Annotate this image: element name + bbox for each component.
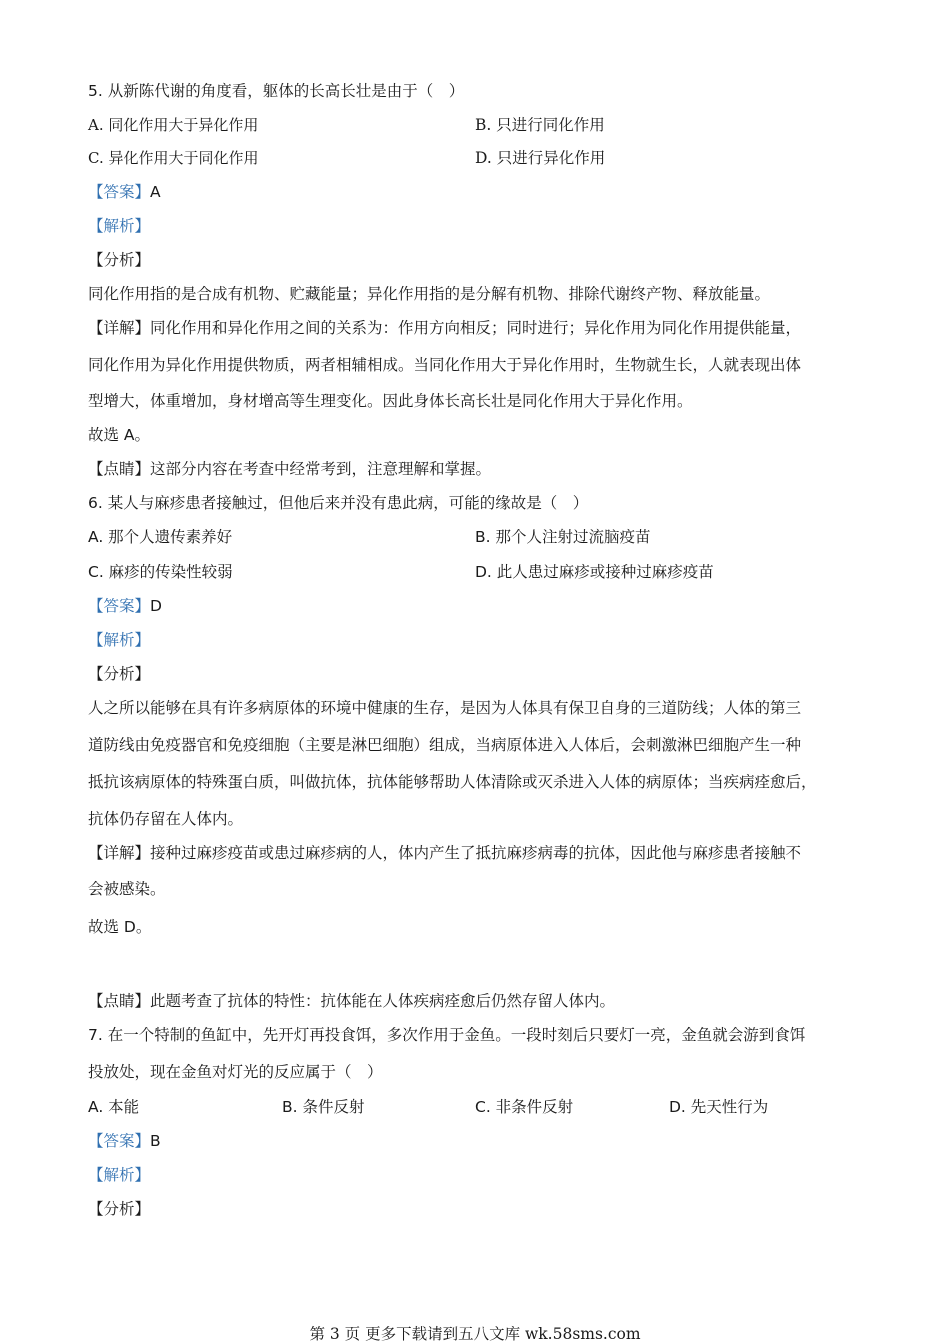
q6-fenxi-tag: 【分析】 (88, 665, 151, 683)
dianjing-tag: 【点睛】 (88, 460, 151, 478)
page-footer: 第 3 页 更多下载请到五八文库 wk.58sms.com (309, 1325, 641, 1343)
q7-option-c: C. 非条件反射 (475, 1098, 574, 1116)
q6-fenxi-line-1: 人之所以能够在具有许多病原体的环境中健康的生存，是因为人体具有保卫自身的三道防线；人体的第三 (88, 699, 802, 717)
q5-detail-line-3: 型增大，体重增加，身材增高等生理变化。因此身体长高长壮是同化作用大于异化作用。 (88, 392, 693, 410)
q6-analysis-tag: 【解析】 (88, 631, 151, 649)
q5-detail-line-2: 同化作用为异化作用提供物质，两者相辅相成。当同化作用大于异化作用时，生物就生长，人就表现出体 (88, 356, 802, 374)
q6-option-d: D. 此人患过麻疹或接种过麻疹疫苗 (475, 563, 714, 581)
q5-choose: 故选 A。 (88, 426, 151, 444)
q7-answer (88, 1130, 161, 1152)
q7-option-d: D. 先天性行为 (669, 1098, 769, 1116)
q5-option-d: D. 只进行异化作用 (475, 149, 606, 167)
q5-option-a: A. 同化作用大于异化作用 (88, 116, 259, 134)
q5-answer (88, 181, 161, 203)
answer-value: D (150, 597, 162, 615)
answer-tag: 【答案】 (88, 183, 151, 201)
answer-tag: 【答案】 (88, 597, 151, 615)
q6-fenxi-line-2: 道防线由免疫器官和免疫细胞（主要是淋巴细胞）组成，当病原体进入人体后，会刺激淋巴细胞产生一种 (88, 736, 802, 754)
q5-fenxi-text: 同化作用指的是合成有机物、贮藏能量；异化作用指的是分解有机物、排除代谢终产物、释放能量。 (88, 285, 771, 303)
answer-value: A (150, 183, 161, 201)
q5-stem: 5. 从新陈代谢的角度看，躯体的长高长壮是由于（ ） (88, 82, 465, 100)
q5-option-c: C. 异化作用大于同化作用 (88, 149, 259, 167)
q5-analysis-tag: 【解析】 (88, 217, 151, 235)
q6-option-c: C. 麻疹的传染性较弱 (88, 563, 233, 581)
answer-value: B (150, 1132, 161, 1150)
q6-dianjing (88, 990, 615, 1012)
q7-stem-line-1: 7. 在一个特制的鱼缸中，先开灯再投食饵，多次作用于金鱼。一段时刻后只要灯一亮，金鱼就会游到食饵 (88, 1026, 806, 1044)
q6-detail-line-1 (88, 842, 801, 864)
q6-stem: 6. 某人与麻疹患者接触过，但他后来并没有患此病，可能的缘故是（ ） (88, 494, 589, 512)
dianjing-text: 这部分内容在考查中经常考到，注意理解和掌握。 (150, 460, 492, 478)
q7-stem-line-2: 投放处，现在金鱼对灯光的反应属于（ ） (88, 1063, 383, 1081)
q7-option-b: B. 条件反射 (282, 1098, 365, 1116)
detail-text: 接种过麻疹疫苗或患过麻疹病的人，体内产生了抵抗麻疹病毒的抗体，因此他与麻疹患者接触不 (150, 844, 802, 862)
q5-option-b: B. 只进行同化作用 (475, 116, 605, 134)
q6-answer (88, 595, 162, 617)
q6-detail-line-2: 会被感染。 (88, 880, 166, 898)
q7-fenxi-tag: 【分析】 (88, 1200, 151, 1218)
dianjing-text: 此题考查了抗体的特性：抗体能在人体疾病痊愈后仍然存留人体内。 (150, 992, 616, 1010)
detail-text: 同化作用和异化作用之间的关系为：作用方向相反；同时进行；异化作用为同化作用提供能量， (150, 319, 802, 337)
q5-fenxi-tag: 【分析】 (88, 251, 151, 269)
q7-analysis-tag: 【解析】 (88, 1166, 151, 1184)
q6-fenxi-line-3: 抵抗该病原体的特殊蛋白质，叫做抗体，抗体能够帮助人体清除或灭杀进入人体的病原体；当疾病痊愈后， (88, 773, 817, 791)
q6-option-b: B. 那个人注射过流脑疫苗 (475, 528, 651, 546)
q5-dianjing (88, 458, 491, 480)
q6-choose: 故选 D。 (88, 918, 152, 936)
q5-detail-line-1 (88, 317, 801, 339)
q7-option-a: A. 本能 (88, 1098, 140, 1116)
detail-tag: 【详解】 (88, 844, 151, 862)
answer-tag: 【答案】 (88, 1132, 151, 1150)
q6-option-a: A. 那个人遗传素养好 (88, 528, 233, 546)
q6-fenxi-line-4: 抗体仍存留在人体内。 (88, 810, 244, 828)
dianjing-tag: 【点睛】 (88, 992, 151, 1010)
detail-tag: 【详解】 (88, 319, 151, 337)
